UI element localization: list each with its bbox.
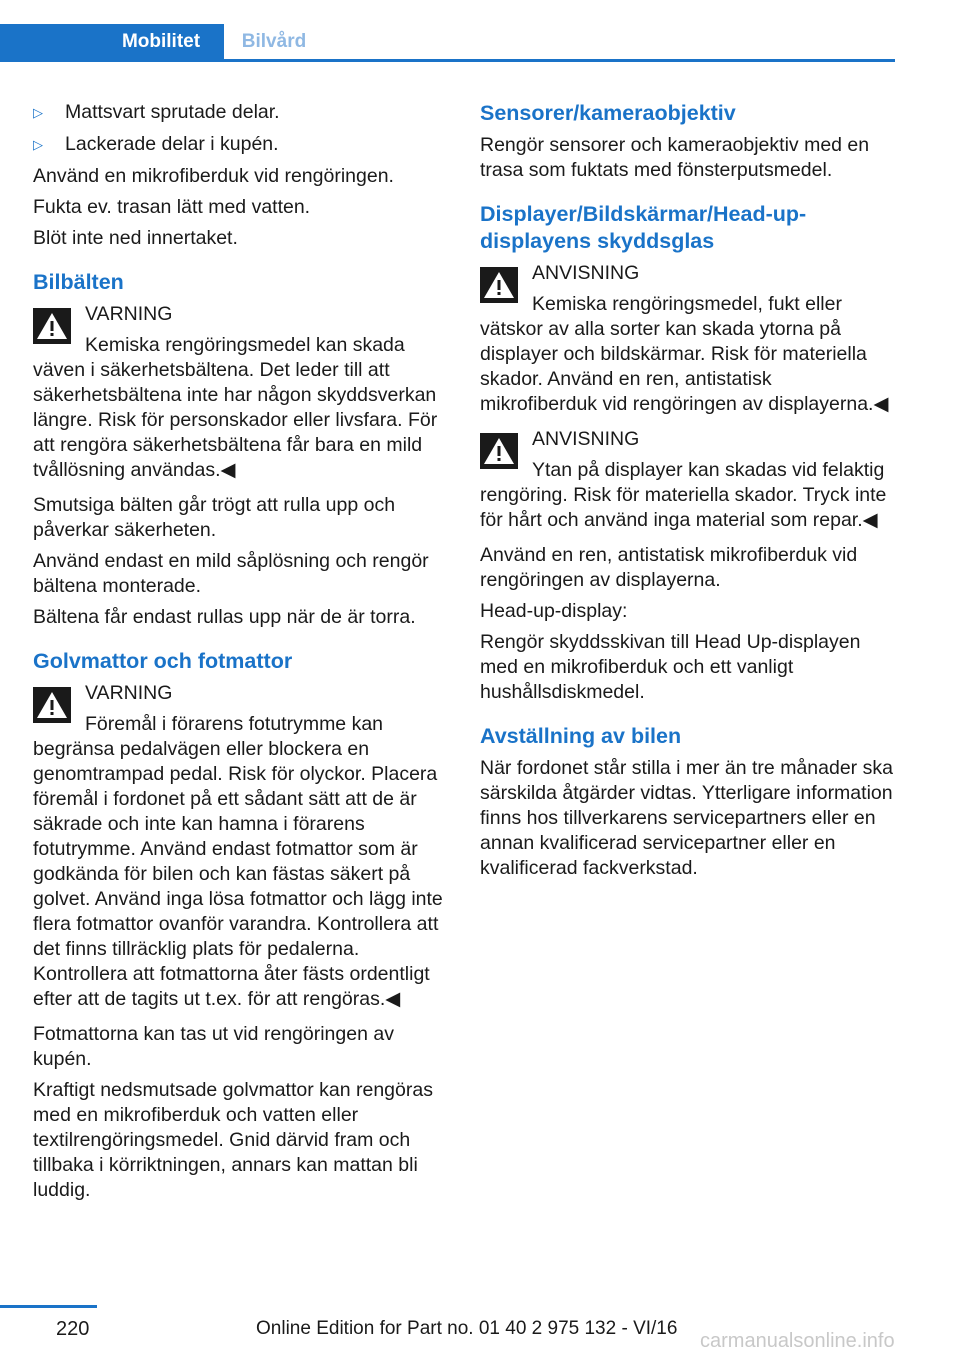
right-column: [480, 100, 894, 887]
notice-label: ANVISNING: [532, 262, 640, 284]
warning-triangle-icon: [33, 687, 71, 723]
notice-text: Kemiska rengöringsmedel, fukt eller vätskor av alla sorter kan skada ytorna på displayer och bildskärmar. Risk för materiella skador. Använd en ren, antistatisk mikrofiberduk vid rengöringen av displayerna.◀: [480, 293, 889, 415]
left-column: [33, 100, 447, 1209]
section-heading-displays: Displayer/Bildskärmar/Head-up-displayens skyddsglas: [480, 202, 807, 253]
warning-block: [33, 681, 447, 1012]
notice-triangle-icon: [480, 267, 518, 303]
warning-triangle-icon: [33, 308, 71, 344]
list-item-text: Mattsvart sprutade delar.: [65, 101, 280, 123]
notice-label: ANVISNING: [532, 428, 640, 450]
paragraph: Använd en mikrofiberduk vid rengöringen.: [33, 165, 394, 187]
section-heading-storage: Avställning av bilen: [480, 724, 682, 748]
section-heading-belts: Bilbälten: [33, 270, 124, 294]
edition-footer: Online Edition for Part no. 01 40 2 975 132 - VI/16: [256, 1318, 678, 1339]
notice-block: [480, 261, 894, 417]
paragraph: Rengör skyddsskivan till Head Up-displayen med en mikrofiberduk och ett vanligt hushållsdiskmedel.: [480, 631, 861, 703]
header-tabbar: [0, 24, 895, 62]
paragraph: Bältena får endast rullas upp när de är torra.: [33, 606, 416, 628]
list-item-text: Lackerade delar i kupén.: [65, 133, 279, 155]
notice-text: Ytan på displayer kan skadas vid felaktig rengöring. Risk för materiella skador. Tryck inte för hårt och använd inga material som repar.◀: [480, 459, 887, 531]
section-heading-mats: Golvmattor och fotmattor: [33, 649, 293, 673]
warning-text: Föremål i förarens fotutrymme kan begränsa pedalvägen eller blockera en genomtrampad pedal. Risk för olyckor. Placera föremål i fordonet på ett sådant sätt att de är säkrade och inte kan hamna i förarens fotutrymme. Använd endast fotmattor som är godkända för bilen och kan fästas säkert på golvet. Använd inga lösa fotmattor och lägg inte flera fotmattor ovanför varandra. Kontrollera att det finns tillräcklig plats för pedalerna. Kontrollera att fotmattorna åter fästs ordentligt efter att de tagits ut t.ex. för att rengöras.◀: [33, 713, 443, 1010]
section-heading-sensors: Sensorer/kameraobjektiv: [480, 101, 736, 125]
notice-triangle-icon: [480, 433, 518, 469]
page-number: 220: [56, 1318, 90, 1340]
paragraph: Använd endast en mild såplösning och rengör bältena monterade.: [33, 550, 429, 597]
tab-mobilitet[interactable]: Mobilitet: [98, 24, 224, 60]
tab-lead-block: [0, 24, 98, 60]
triangle-bullet-icon: ▷: [33, 105, 43, 120]
paragraph: När fordonet står stilla i mer än tre månader ska särskilda åtgärder vidtas. Ytterligare information finns hos tillverkarens servicepartners eller en annan kvalificerad servicepartner eller en kvalificerad fackverkstad.: [480, 757, 893, 879]
paragraph: Fotmattorna kan tas ut vid rengöringen av kupén.: [33, 1023, 394, 1070]
warning-block: [33, 302, 447, 483]
paragraph: Rengör sensorer och kameraobjektiv med en trasa som fuktats med fönsterputsmedel.: [480, 134, 870, 181]
warning-label: VARNING: [85, 303, 173, 325]
list-item: [33, 132, 447, 157]
paragraph: Fukta ev. trasan lätt med vatten.: [33, 196, 311, 218]
header-rule: [0, 59, 895, 62]
watermark: carmanualsonline.info: [700, 1330, 895, 1352]
paragraph: Smutsiga bälten går trögt att rulla upp och påverkar säkerheten.: [33, 494, 396, 541]
paragraph: Kraftigt nedsmutsade golvmattor kan rengöras med en mikrofiberduk och vatten eller textilrengöringsmedel. Gnid därvid fram och tillbaka i körriktningen, annars kan mattan bli luddig.: [33, 1079, 433, 1201]
warning-text: Kemiska rengöringsmedel kan skada väven i säkerhetsbältena. Det leder till att säkerhetsbältena inte har någon skyddsverkan längre. Risk för personskador eller livsfara. För att rengöra säkerhetsbältena får bara en mild tvållösning användas.◀: [33, 334, 438, 481]
paragraph: Blöt inte ned innertaket.: [33, 227, 238, 249]
warning-label: VARNING: [85, 682, 173, 704]
list-item: [33, 100, 447, 125]
page-number-rule: [0, 1305, 97, 1308]
tab-bilvard[interactable]: Bilvård: [241, 31, 307, 52]
paragraph: Head-up-display:: [480, 600, 628, 622]
triangle-bullet-icon: ▷: [33, 137, 43, 152]
notice-block: [480, 427, 894, 533]
paragraph: Använd en ren, antistatisk mikrofiberduk vid rengöringen av displayerna.: [480, 544, 858, 591]
